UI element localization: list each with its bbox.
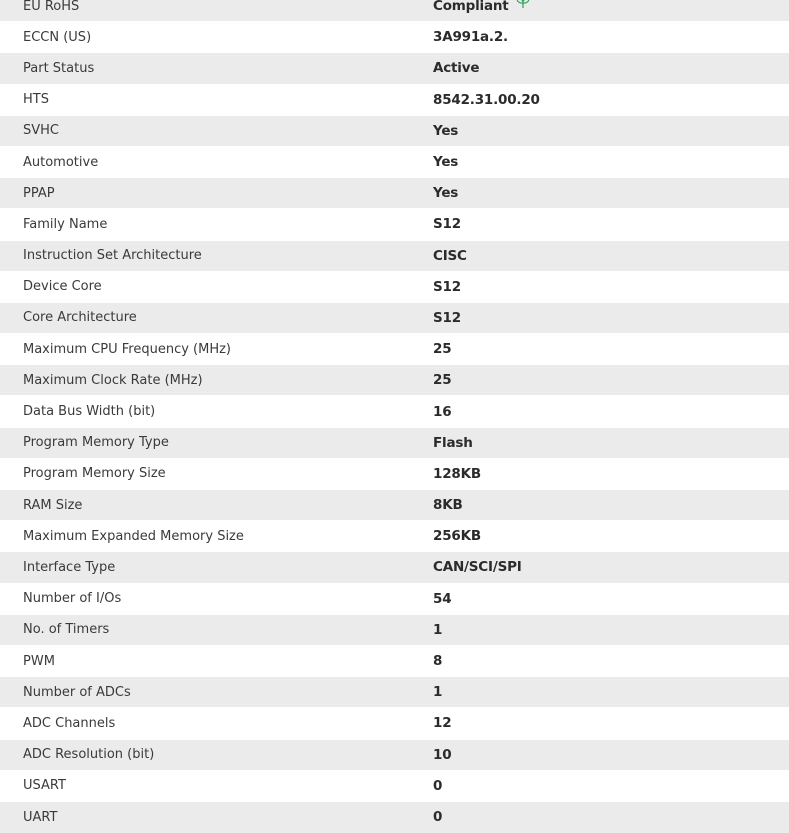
spec-label: Maximum CPU Frequency (MHz) xyxy=(0,334,411,365)
spec-label: Instruction Set Architecture xyxy=(0,240,411,271)
spec-value: Yes xyxy=(411,178,789,209)
spec-value: 0 xyxy=(411,801,789,832)
spec-value: 8 xyxy=(411,645,789,676)
spec-row-eccn-us xyxy=(0,22,789,53)
spec-label: Maximum Clock Rate (MHz) xyxy=(0,365,411,396)
spec-row-data-bus-width xyxy=(0,396,789,427)
spec-value: 1 xyxy=(411,614,789,645)
spec-label: Device Core xyxy=(0,271,411,302)
spec-label: Automotive xyxy=(0,146,411,177)
spec-value: 3A991a.2. xyxy=(411,22,789,53)
spec-value: 256KB xyxy=(411,521,789,552)
spec-label: Interface Type xyxy=(0,552,411,583)
spec-label: PWM xyxy=(0,645,411,676)
spec-row-maximum-cpu-frequency xyxy=(0,334,789,365)
spec-row-hts xyxy=(0,84,789,115)
spec-value: Compliant xyxy=(433,0,509,15)
spec-value: Active xyxy=(411,53,789,84)
spec-row-instruction-set-architecture xyxy=(0,240,789,271)
spec-label: Number of I/Os xyxy=(0,583,411,614)
spec-value: 16 xyxy=(411,396,789,427)
spec-value: Yes xyxy=(411,115,789,146)
spec-label: Number of ADCs xyxy=(0,677,411,708)
spec-value: 128KB xyxy=(411,458,789,489)
spec-label: USART xyxy=(0,770,411,801)
spec-label: Program Memory Type xyxy=(0,427,411,458)
spec-value: 0 xyxy=(411,770,789,801)
spec-row-maximum-clock-rate xyxy=(0,365,789,396)
spec-label: Program Memory Size xyxy=(0,458,411,489)
spec-row-uart xyxy=(0,801,789,832)
spec-value: 25 xyxy=(411,334,789,365)
spec-row-svhc xyxy=(0,115,789,146)
spec-row-device-core xyxy=(0,271,789,302)
spec-row-eu-rohs xyxy=(0,0,789,22)
spec-value: 8542.31.00.20 xyxy=(411,84,789,115)
spec-row-program-memory-size xyxy=(0,458,789,489)
spec-row-pwm xyxy=(0,645,789,676)
spec-value-cell xyxy=(411,0,789,22)
leaf-icon xyxy=(516,0,530,13)
spec-label: EU RoHS xyxy=(0,0,411,22)
spec-label: No. of Timers xyxy=(0,614,411,645)
spec-label: Data Bus Width (bit) xyxy=(0,396,411,427)
spec-row-number-of-adcs xyxy=(0,677,789,708)
spec-label: RAM Size xyxy=(0,490,411,521)
spec-value: Flash xyxy=(411,427,789,458)
spec-label: Family Name xyxy=(0,209,411,240)
spec-label: Part Status xyxy=(0,53,411,84)
spec-value: 10 xyxy=(411,739,789,770)
spec-row-part-status xyxy=(0,53,789,84)
spec-value: CAN/SCI/SPI xyxy=(411,552,789,583)
spec-label: ECCN (US) xyxy=(0,22,411,53)
spec-row-adc-resolution xyxy=(0,739,789,770)
spec-row-maximum-expanded-memory-size xyxy=(0,521,789,552)
spec-value: S12 xyxy=(411,271,789,302)
spec-value: 54 xyxy=(411,583,789,614)
spec-row-family-name xyxy=(0,209,789,240)
spec-row-usart xyxy=(0,770,789,801)
spec-row-ppap xyxy=(0,178,789,209)
spec-value: Yes xyxy=(411,146,789,177)
spec-value: 8KB xyxy=(411,490,789,521)
spec-label: ADC Resolution (bit) xyxy=(0,739,411,770)
spec-row-program-memory-type xyxy=(0,427,789,458)
spec-row-no-of-timers xyxy=(0,614,789,645)
spec-row-automotive xyxy=(0,146,789,177)
spec-value: CISC xyxy=(411,240,789,271)
spec-label: HTS xyxy=(0,84,411,115)
spec-label: SVHC xyxy=(0,115,411,146)
spec-row-number-of-ios xyxy=(0,583,789,614)
spec-row-core-architecture xyxy=(0,302,789,333)
spec-value: 12 xyxy=(411,708,789,739)
spec-label: UART xyxy=(0,801,411,832)
spec-value: S12 xyxy=(411,302,789,333)
spec-row-ram-size xyxy=(0,490,789,521)
spec-label: Core Architecture xyxy=(0,302,411,333)
spec-value: S12 xyxy=(411,209,789,240)
spec-value: 25 xyxy=(411,365,789,396)
spec-row-interface-type xyxy=(0,552,789,583)
spec-row-adc-channels xyxy=(0,708,789,739)
spec-label: ADC Channels xyxy=(0,708,411,739)
spec-value: 1 xyxy=(411,677,789,708)
spec-label: Maximum Expanded Memory Size xyxy=(0,521,411,552)
spec-label: PPAP xyxy=(0,178,411,209)
